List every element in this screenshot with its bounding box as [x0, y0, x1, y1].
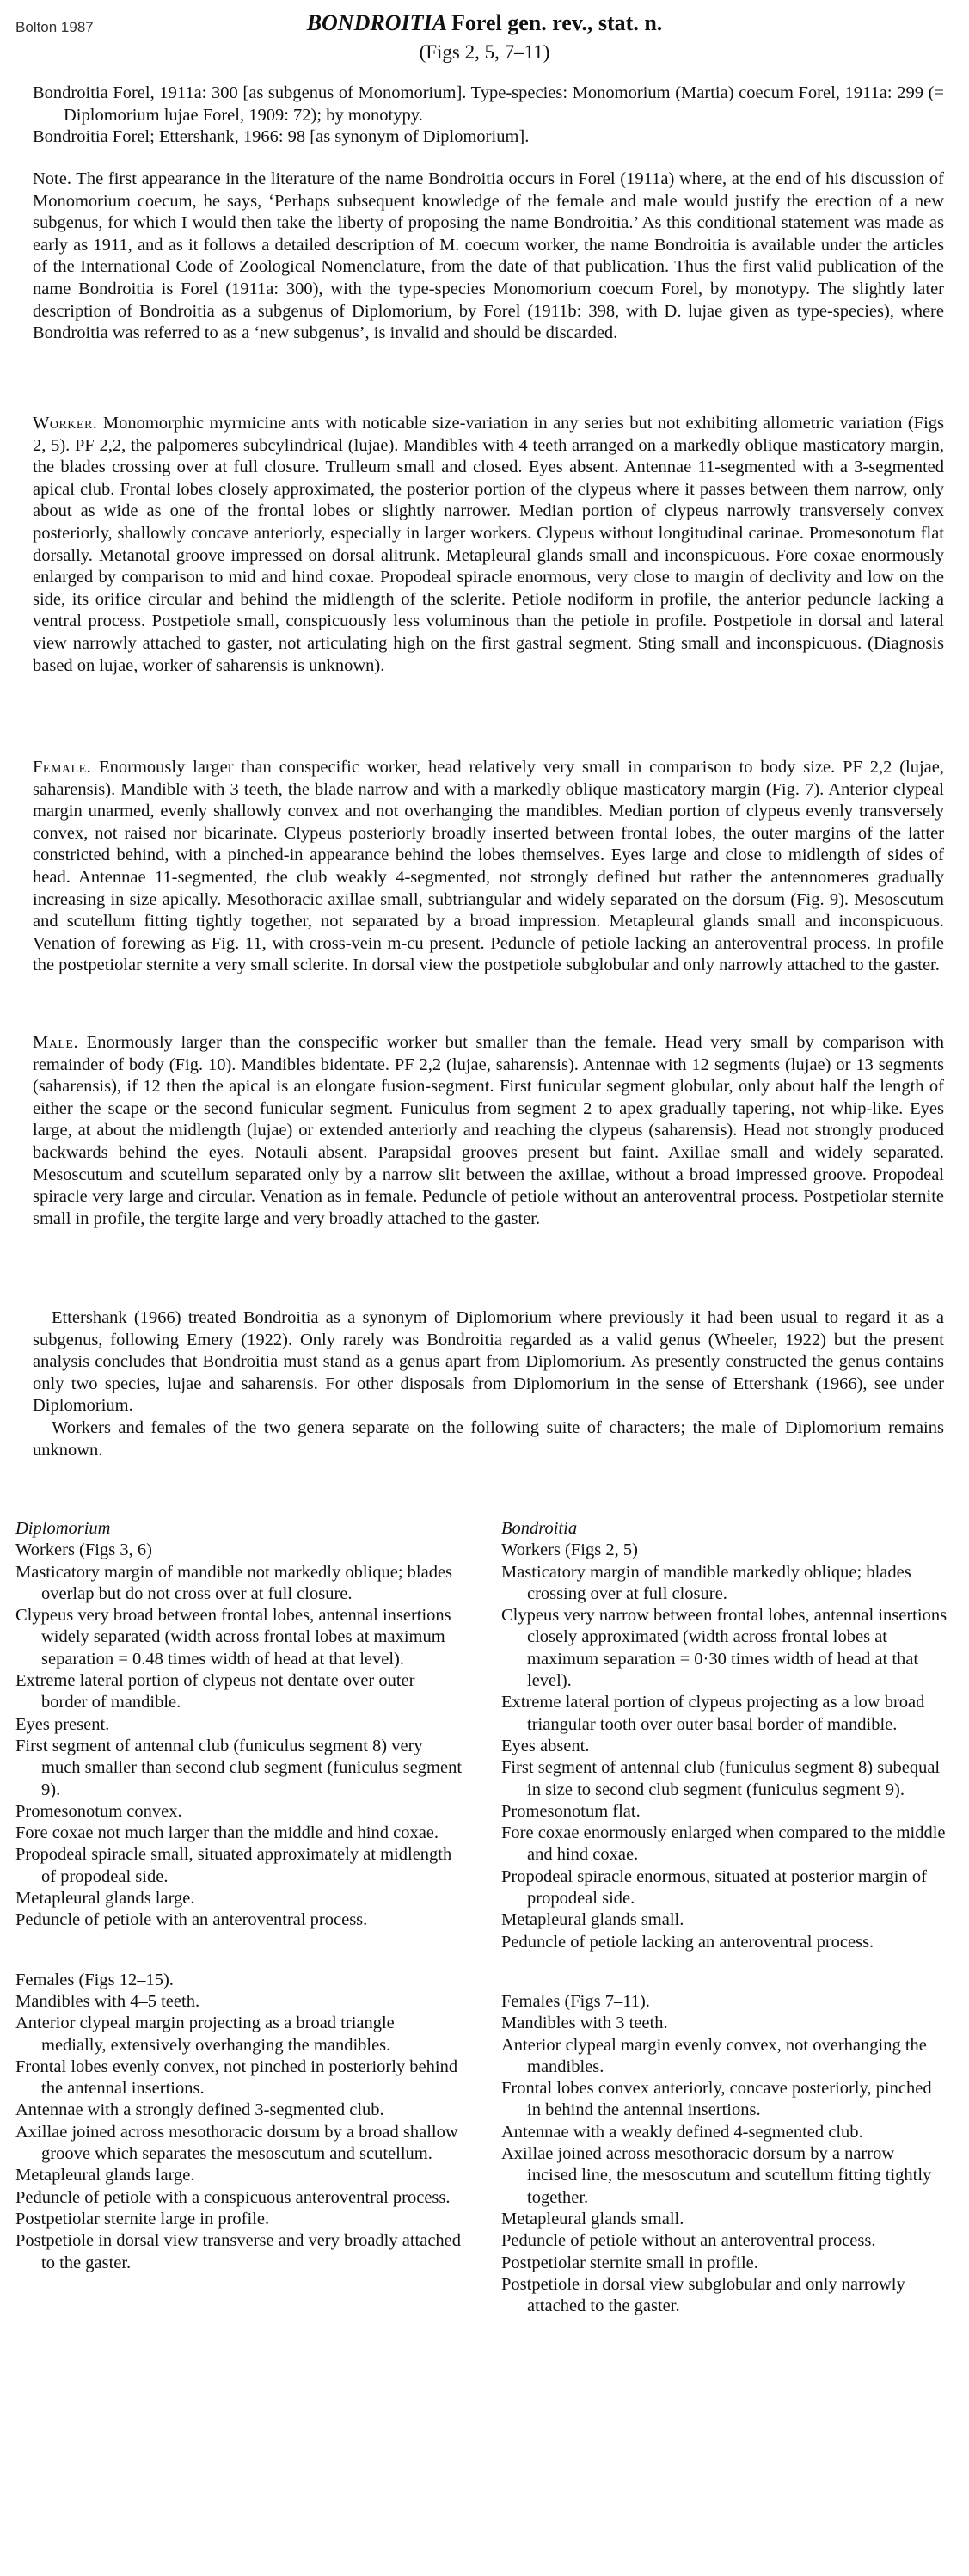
character-right-female: Axillae joined across mesothoracic dorsum by a narrow incised line, the mesoscutum and scutellum fitting tightly together. — [501, 2144, 932, 2207]
character-left-female: Postpetiolar sternite large in profile. — [15, 2209, 270, 2229]
character-right-worker: Propodeal spiracle enormous, situated at posterior margin of propodeal side. — [501, 1866, 927, 1909]
male-text: Enormously larger than the conspecific worker but smaller than the female. Head very small by comparison with remainder of body (Fig. 10). Mandibles bidentate. PF 2,2 (lujae, saharensis). Antennae with 12 segments (lujae) or 13 segments (saharensis), if 12 then the apical is an elongate fusion-segment. First funicular segment globular, only about half the length of either the scape or the second funicular segment. Funiculus from segment 2 to apex gradually tapering, not whip-like. Eyes large, at about the midlength (lujae) or extended anteriorly and reaching the clypeus (saharensis). Head not strongly produced backwards behind the eyes. Notauli absent. Parapsidal grooves present but faint. Axillae small and widely separated. Mesoscutum and scutellum separated only by a narrow slit between the axillae, without a broad impressed groove. Propodeal spiracle very large and circular. Venation as in female. Peduncle of petiole without an anteroventral process. Postpetiolar sternite small in profile, the tergite large and very broadly attached to the gaster. — [33, 1033, 944, 1228]
character-right-female: Frontal lobes convex anteriorly, concave posteriorly, pinched in behind the antennal insertions. — [501, 2079, 932, 2120]
females-heading-left: Females (Figs 12–15). — [15, 1970, 174, 1989]
females-heading-right: Females (Figs 7–11). — [501, 1991, 650, 2011]
character-right-female: Postpetiole in dorsal view subglobular and only narrowly attached to the gaster. — [501, 2274, 905, 2316]
character-left-female: Axillae joined across mesothoracic dorsum by a broad shallow groove which separates the mesoscutum and scutellum. — [15, 2122, 458, 2164]
workers-heading-right: Workers (Figs 2, 5) — [501, 1540, 638, 1560]
worker-lead: Worker. — [33, 414, 98, 433]
character-left-worker: Metapleural glands large. — [15, 1889, 195, 1909]
worker-paragraph — [33, 413, 944, 677]
character-right-female: Mandibles with 3 teeth. — [501, 2013, 668, 2033]
column-genus-left: Diplomorium — [15, 1519, 111, 1538]
discussion-paragraph-1: Ettershank (1966) treated Bondroitia as a synonym of Diplomorium where previously it had been usual to regard it as a subgenus, following Emery (1922). Only rarely was Bondroitia regarded as a valid genus (Wheeler, 1922) but the present analysis concludes that Bondroitia must stand as a genus apart from Diplomorium. As presently constructed the genus contains only two species, lujae and saharensis. For other disposals from Diplomorium in the sense of Ettershank (1966), see under Diplomorium. — [33, 1308, 944, 1416]
character-left-worker: Eyes present. — [15, 1714, 110, 1734]
running-head: Bolton 1987 — [15, 19, 94, 35]
character-left-worker: Propodeal spiracle small, situated approximately at midlength of propodeal side. — [15, 1845, 452, 1886]
character-right-worker: First segment of antennal club (funiculus segment 8) subequal in size to second club segment (funiculus segment 9). — [501, 1758, 941, 1799]
character-left-female: Mandibles with 4–5 teeth. — [15, 1991, 200, 2011]
note-text: Note. The first appearance in the literature of the name Bondroitia occurs in Forel (1911a) where, at the end of his discussion of Monomorium coecum, he says, ‘Perhaps subsequent knowledge of the female and male would justify the erection of a new subgenus, for which I would then take the liberty of proposing the name Bondroitia.’ As this conditional statement was made as early as 1911, and as it follows a detailed description of M. coecum worker, the name Bondroitia is available under the articles of the International Code of Zoological Nomenclature, from the date of that publication. Thus the first valid publication of the name Bondroitia is Forel (1911a: 300), with the type-species Monomorium coecum Forel, by monotypy. The slightly later description of Bondroitia as a subgenus of Diplomorium, by Forel (1911b: 398, with D. lujae given as type-species), where Bondroitia was referred to as a ‘new subgenus’, is invalid and should be discarded. — [33, 169, 944, 343]
worker-text: Monomorphic myrmicine ants with noticable size-variation in any series but not exhibiting allometric variation (Figs 2, 5). PF 2,2, the palpomeres subcylindrical (lujae). Mandibles with 4 teeth arranged on a markedly oblique masticatory margin, the blades crossing over at full closure. Trulleum small and closed. Eyes absent. Antennae 11-segmented with a 3-segmented apical club. Frontal lobes closely approximated, the posterior portion of the clypeus where it passes between them narrow, only about as wide as one of the frontal lobes or slightly narrower. Median portion of clypeus narrowly transversely convex posteriorly, shallowly concave anteriorly, especially in larger workers. Clypeus without longitudinal carinae. Promesonotum flat dorsally. Metanotal groove impressed on dorsal alitrunk. Metapleural glands small and inconspicuous. Fore coxae enormously enlarged by comparison to mid and hind coxae. Propodeal spiracle enormous, very close to margin of declivity and low on the side, its orifice circular and behind the midlength of the sclerite. Petiole nodiform in profile, the anterior peduncle lacking a ventral process. Postpetiole small, conspicuously less voluminous than the petiole in profile. Postpetiole in dorsal and lateral view narrowly attached to gaster, not articulating high on the first gastral segment. Sting small and inconspicuous. (Diagnosis based on lujae, worker of saharensis is unknown). — [33, 414, 944, 675]
synonymy-block — [33, 83, 944, 149]
female-paragraph — [33, 757, 944, 977]
character-left-worker: Promesonotum convex. — [15, 1801, 182, 1821]
figure-reference: (Figs 2, 5, 7–11) — [419, 41, 550, 63]
character-left-worker: Masticatory margin of mandible not markedly oblique; blades overlap but do not cross over at full closure. — [15, 1562, 453, 1603]
character-right-worker: Clypeus very narrow between frontal lobes, antennal insertions closely approximated (width across frontal lobes at maximum separation = 0·30 times width of head at that level). — [501, 1606, 948, 1691]
character-left-worker: Extreme lateral portion of clypeus not dentate over outer border of mandible. — [15, 1671, 415, 1712]
male-paragraph — [33, 1032, 944, 1230]
females-list-right — [501, 2013, 948, 2317]
character-right-female: Anterior clypeal margin evenly convex, not overhanging the mandibles. — [501, 2035, 927, 2076]
character-left-female: Anterior clypeal margin projecting as a broad triangle medially, extensively overhanging the mandibles. — [15, 2013, 395, 2055]
character-left-female: Metapleural glands large. — [15, 2166, 195, 2186]
workers-list-right — [501, 1562, 948, 1953]
character-left-worker: First segment of antennal club (funiculus segment 8) very much smaller than second club segment (funiculus segment 9). — [15, 1736, 463, 1799]
character-right-worker: Peduncle of petiole lacking an anteroventral process. — [501, 1932, 874, 1952]
character-left-female: Peduncle of petiole with a conspicuous anteroventral process. — [15, 2187, 451, 2207]
synonymy-entry-2: Bondroitia Forel; Ettershank, 1966: 98 [as synonym of Diplomorium]. — [33, 127, 530, 147]
character-left-female: Frontal lobes evenly convex, not pinched in posteriorly behind the antennal insertions. — [15, 2056, 458, 2099]
character-right-female: Metapleural glands small. — [501, 2209, 684, 2229]
title-genus: BONDROITIA — [306, 10, 446, 35]
character-left-worker: Fore coxae not much larger than the middle and hind coxae. — [15, 1823, 439, 1843]
discussion-paragraph-2: Workers and females of the two genera separate on the following suite of characters; the male of Diplomorium remains unknown. — [33, 1417, 944, 1460]
column-bondroitia — [501, 1518, 948, 2317]
character-right-worker: Extreme lateral portion of clypeus projecting as a low broad triangular tooth over outer basal border of mandible. — [501, 1693, 925, 1734]
character-right-worker: Masticatory margin of mandible markedly oblique; blades crossing over at full closure. — [501, 1562, 911, 1603]
females-list-left — [15, 1991, 463, 2274]
workers-heading-left: Workers (Figs 3, 6) — [15, 1540, 152, 1560]
character-left-worker: Peduncle of petiole with an anteroventral process. — [15, 1910, 368, 1930]
character-right-worker: Fore coxae enormously enlarged when compared to the middle and hind coxae. — [501, 1823, 946, 1865]
character-right-female: Peduncle of petiole without an anteroventral process. — [501, 2231, 876, 2251]
male-lead: Male. — [33, 1033, 79, 1052]
character-left-female: Antennae with a strongly defined 3-segmented club. — [15, 2100, 384, 2120]
column-diplomorium — [15, 1518, 463, 2274]
title-authority: Forel gen. rev., stat. n. — [451, 10, 663, 35]
note-paragraph — [33, 169, 944, 345]
section-title — [0, 10, 969, 36]
character-left-female: Postpetiole in dorsal view transverse and very broadly attached to the gaster. — [15, 2231, 462, 2272]
workers-list-left — [15, 1562, 463, 1932]
character-right-female: Antennae with a weakly defined 4-segmented club. — [501, 2122, 863, 2142]
character-right-female: Postpetiolar sternite small in profile. — [501, 2253, 758, 2272]
female-lead: Female. — [33, 758, 92, 777]
discussion-block — [33, 1307, 944, 1461]
character-right-worker: Promesonotum flat. — [501, 1801, 641, 1821]
synonymy-entry-1: Bondroitia Forel, 1911a: 300 [as subgenus of Monomorium]. Type-species: Monomorium (Martia) coecum Forel, 1911a: 299 (= Diplomorium lujae Forel, 1909: 72); by monotypy. — [33, 83, 944, 125]
female-text: Enormously larger than conspecific worker, head relatively very small in comparison to body size. PF 2,2 (lujae, saharensis). Mandible with 3 teeth, the blade narrow and with a markedly oblique masticatory margin (Fig. 7). Anterior clypeal margin unarmed, evenly shallowly convex and not overhanging the mandibles. Median portion of clypeus evenly transversely convex, not raised nor bicarinate. Clypeus posteriorly broadly inserted between frontal lobes, the outer margins of the latter constricted behind, with a pinched-in appearance behind the lobes themselves. Eyes large and close to midlength of sides of head. Antennae 11-segmented, the club weakly 4-segmented, not strongly defined but rather the antennomeres gradually increasing in size apically. Mesothoracic axillae small, subtriangular and widely separated on the dorsum (Fig. 9). Mesoscutum and scutellum fitting tightly together, not separated by a broad impression. Metapleural glands small and inconspicuous. Venation of forewing as Fig. 11, with cross-vein m-cu present. Peduncle of petiole lacking an anteroventral process. In profile the postpetiolar sternite a very small sclerite. In dorsal view the postpetiole subglobular and only narrowly attached to the gaster. — [33, 758, 944, 975]
character-left-worker: Clypeus very broad between frontal lobes, antennal insertions widely separated (width across frontal lobes at maximum separation = 0.48 times width of head at that level). — [15, 1606, 451, 1669]
column-genus-right: Bondroitia — [501, 1519, 578, 1538]
character-right-worker: Metapleural glands small. — [501, 1910, 684, 1930]
character-right-worker: Eyes absent. — [501, 1736, 590, 1755]
